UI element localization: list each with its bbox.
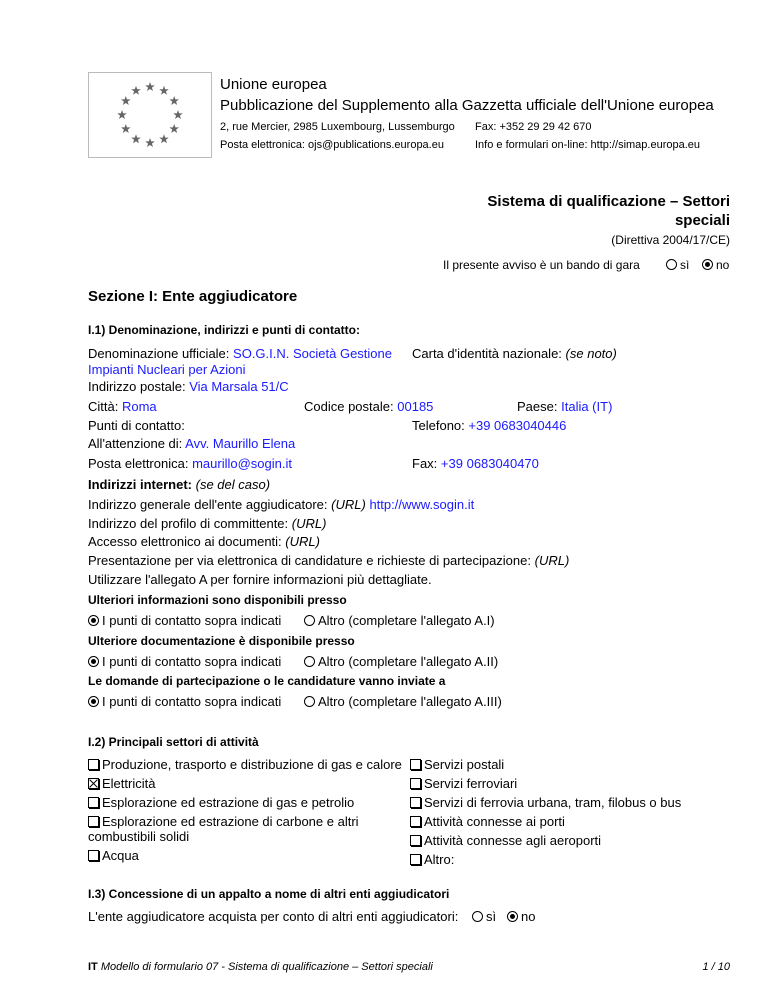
i2-heading: I.2) Principali settori di attività [88, 735, 259, 749]
sector-servizi-postali[interactable]: Servizi postali [410, 757, 504, 772]
indirizzo-row: Indirizzo postale: Via Marsala 51/C [88, 379, 289, 394]
header-email: Posta elettronica: ojs@publications.europa.eu [220, 139, 444, 151]
checkbox-icon[interactable] [410, 797, 421, 808]
notice-question: Il presente avviso è un bando di gara [443, 258, 640, 272]
cap-row: Codice postale: 00185 [304, 399, 434, 414]
i3-yes-option[interactable]: sì [472, 909, 496, 924]
checkbox-icon[interactable] [88, 759, 99, 770]
radio-icon[interactable] [304, 615, 315, 626]
accesso-row: Accesso elettronico ai documenti: (URL) [88, 534, 320, 549]
indirizzo-generale-row: Indirizzo generale dell'ente aggiudicatore: (URL) http://www.sogin.it [88, 497, 475, 512]
notice-yes-option[interactable]: sì [666, 258, 689, 272]
radio-icon[interactable] [666, 259, 677, 270]
sector-ferrovia-urbana[interactable]: Servizi di ferrovia urbana, tram, filobus o bus [410, 795, 681, 810]
sector-elettricita[interactable]: Elettricità [88, 776, 155, 791]
paese-value: Italia (IT) [561, 399, 613, 414]
checkbox-icon[interactable] [410, 854, 421, 865]
checkbox-icon[interactable] [88, 850, 99, 861]
attenzione-row: All'attenzione di: Avv. Maurillo Elena [88, 436, 296, 451]
info-option-punti[interactable]: I punti di contatto sopra indicati [88, 613, 281, 628]
domande-option-punti[interactable]: I punti di contatto sopra indicati [88, 694, 281, 709]
paese-row: Paese: Italia (IT) [517, 399, 613, 414]
domande-option-altro[interactable]: Altro (completare l'allegato A.III) [304, 694, 502, 709]
sector-acqua[interactable]: Acqua [88, 848, 139, 863]
sector-carbone-cont: combustibili solidi [88, 829, 190, 844]
sogin-link[interactable]: http://www.sogin.it [369, 497, 475, 512]
star-icon [121, 124, 131, 133]
doc-option-punti[interactable]: I punti di contatto sopra indicati [88, 654, 281, 669]
cap-value: 00185 [397, 399, 434, 414]
sector-gas-petrolio[interactable]: Esplorazione ed estrazione di gas e petrolio [88, 795, 354, 810]
star-icon [169, 96, 179, 105]
sector-gas-calore[interactable]: Produzione, trasporto e distribuzione di gas e calore [88, 757, 402, 772]
checkbox-icon[interactable] [410, 816, 421, 827]
star-icon [145, 82, 155, 91]
radio-icon[interactable] [304, 696, 315, 707]
star-icon [145, 138, 155, 147]
eu-stars-icon [89, 73, 211, 157]
header-address: 2, rue Mercier, 2985 Luxembourg, Lussemburgo [220, 121, 455, 133]
radio-selected-icon[interactable] [88, 656, 99, 667]
denominazione-value-cont: Impianti Nucleari per Azioni [88, 362, 246, 377]
radio-icon[interactable] [304, 656, 315, 667]
header-org: Unione europea [220, 76, 327, 93]
star-icon [159, 86, 169, 95]
denominazione-value: SO.G.I.N. Società Gestione [233, 346, 392, 361]
i3-question: L'ente aggiudicatore acquista per conto di altri enti aggiudicatori: [88, 909, 459, 924]
i3-heading: I.3) Concessione di un appalto a nome di altri enti aggiudicatori [88, 887, 450, 901]
email-value[interactable]: maurillo@sogin.it [192, 456, 292, 471]
section-title: Sezione I: Ente aggiudicatore [88, 288, 298, 305]
info-option-altro[interactable]: Altro (completare l'allegato A.I) [304, 613, 495, 628]
form-title-line1: Sistema di qualificazione – Settori [487, 193, 730, 210]
internet-row: Indirizzi internet: (se del caso) [88, 477, 271, 492]
sector-carbone[interactable]: Esplorazione ed estrazione di carbone e altri [88, 814, 359, 829]
attenzione-value: Avv. Maurillo Elena [185, 436, 296, 451]
radio-icon[interactable] [472, 911, 483, 922]
form-title-line2: speciali [674, 212, 730, 229]
fax-value: +39 0683040470 [440, 456, 539, 471]
radio-selected-icon[interactable] [88, 696, 99, 707]
page-number: 1 / 10 [702, 961, 730, 973]
eu-flag-logo [88, 72, 212, 158]
checkbox-checked-icon[interactable] [88, 778, 99, 789]
star-icon [131, 86, 141, 95]
checkbox-icon[interactable] [410, 835, 421, 846]
sector-porti[interactable]: Attività connesse ai porti [410, 814, 565, 829]
directive-label: (Direttiva 2004/17/CE) [611, 233, 730, 247]
star-icon [159, 134, 169, 143]
checkbox-icon[interactable] [410, 759, 421, 770]
header-info: Info e formulari on-line: http://simap.europa.eu [475, 139, 701, 151]
star-icon [173, 110, 183, 119]
citta-row: Città: Roma [88, 399, 157, 414]
sector-servizi-ferroviari[interactable]: Servizi ferroviari [410, 776, 517, 791]
footer-form: IT Modello di formulario 07 - Sistema di qualificazione – Settori speciali [88, 961, 433, 973]
i1-heading: I.1) Denominazione, indirizzi e punti di contatto: [88, 323, 360, 337]
carta-row: Carta d'identità nazionale: (se noto) [412, 346, 617, 361]
domande-heading: Le domande di partecipazione o le candidature vanno inviate a [88, 674, 446, 688]
star-icon [117, 110, 127, 119]
ulteriore-doc-heading: Ulteriore documentazione è disponibile presso [88, 634, 355, 648]
i3-no-option[interactable]: no [507, 909, 535, 924]
notice-no-option[interactable]: no [702, 258, 729, 272]
checkbox-icon[interactable] [410, 778, 421, 789]
radio-selected-icon[interactable] [507, 911, 518, 922]
punti-contatto-label: Punti di contatto: [88, 418, 185, 433]
denominazione-row: Denominazione ufficiale: SO.G.I.N. Società Gestione [88, 346, 392, 361]
fax-row: Fax: +39 0683040470 [412, 456, 539, 471]
doc-option-altro[interactable]: Altro (completare l'allegato A.II) [304, 654, 498, 669]
star-icon [131, 134, 141, 143]
profilo-row: Indirizzo del profilo di committente: (URL) [88, 516, 327, 531]
radio-selected-icon[interactable] [702, 259, 713, 270]
citta-value: Roma [121, 399, 157, 414]
checkbox-icon[interactable] [88, 797, 99, 808]
allegato-note: Utilizzare l'allegato A per fornire informazioni più dettagliate. [88, 572, 432, 587]
telefono-value: +39 0683040446 [468, 418, 567, 433]
checkbox-icon[interactable] [88, 816, 99, 827]
ulteriori-info-heading: Ulteriori informazioni sono disponibili presso [88, 593, 347, 607]
star-icon [169, 124, 179, 133]
indirizzo-value: Via Marsala 51/C [189, 379, 289, 394]
email-row: Posta elettronica: maurillo@sogin.it [88, 456, 292, 471]
telefono-row: Telefono: +39 0683040446 [412, 418, 567, 433]
star-icon [121, 96, 131, 105]
sector-aeroporti[interactable]: Attività connesse agli aeroporti [410, 833, 601, 848]
presentazione-row: Presentazione per via elettronica di candidature e richieste di partecipazione: (URL) [88, 553, 570, 568]
header-fax: Fax: +352 29 29 42 670 [475, 121, 592, 133]
header-publication: Pubblicazione del Supplemento alla Gazzetta ufficiale dell'Unione europea [220, 97, 714, 114]
radio-selected-icon[interactable] [88, 615, 99, 626]
sector-altro[interactable]: Altro: [410, 852, 454, 867]
